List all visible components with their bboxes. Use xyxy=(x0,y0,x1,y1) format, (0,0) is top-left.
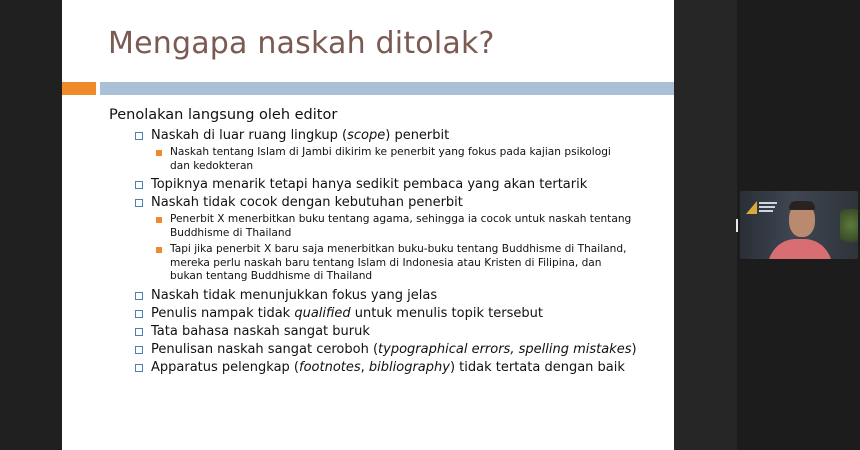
square-bullet-icon xyxy=(135,310,143,318)
bullet-item xyxy=(109,176,669,194)
title-accent-orange-bar xyxy=(62,82,96,95)
bullet-item xyxy=(109,287,669,305)
square-bullet-icon xyxy=(135,181,143,189)
bullet-text: Topiknya menarik tetapi hanya sedikit pembaca yang akan tertarik xyxy=(151,177,588,192)
bullet-item xyxy=(109,323,669,341)
sub-bullet-text: Naskah tentang Islam di Jambi dikirim ke penerbit yang fokus pada kajian psikologi dan kedokteran xyxy=(170,146,611,172)
speaker-hair xyxy=(789,201,815,210)
sidebar-divider xyxy=(674,0,737,450)
orange-square-bullet-icon xyxy=(156,247,162,253)
bullet-text: Naskah tidak menunjukkan fokus yang jelas xyxy=(151,287,438,303)
square-bullet-icon xyxy=(135,132,143,140)
main-heading: Penolakan langsung oleh editor xyxy=(109,107,338,123)
title-accent-blue-bar xyxy=(100,82,674,95)
mouse-cursor xyxy=(736,219,738,232)
bullet-item xyxy=(109,127,669,145)
sub-bullet-item xyxy=(109,243,669,284)
bullet-item xyxy=(109,359,669,377)
bullet-text: Penulis nampak tidak qualified untuk menulis topik tersebut xyxy=(151,305,543,321)
plant-decoration xyxy=(840,209,858,249)
bullet-item xyxy=(109,194,669,212)
institution-logo-icon xyxy=(745,199,779,215)
square-bullet-icon xyxy=(135,328,143,336)
sub-bullet-text: Penerbit X menerbitkan buku tentang agama, sehingga ia cocok untuk naskah tentang Buddhisme di Thailand xyxy=(170,213,632,239)
presentation-slide xyxy=(62,0,674,450)
square-bullet-icon xyxy=(135,364,143,372)
sub-bullet-item xyxy=(109,213,669,240)
bullet-item xyxy=(109,341,669,359)
participant-video-tile[interactable] xyxy=(740,191,858,259)
bullet-text: Naskah tidak cocok dengan kebutuhan penerbit xyxy=(151,195,463,210)
orange-square-bullet-icon xyxy=(156,217,162,223)
square-bullet-icon xyxy=(135,292,143,300)
left-gutter xyxy=(0,0,62,450)
bullet-text: Penulisan naskah sangat ceroboh (typographical errors, spelling mistakes) xyxy=(151,341,637,357)
square-bullet-icon xyxy=(135,346,143,354)
bullet-text: Naskah di luar ruang lingkup (scope) penerbit xyxy=(151,128,450,143)
sub-bullet-text: Tapi jika penerbit X baru saja menerbitkan buku-buku tentang Buddhisme di Thailand, mereka perlu naskah baru tentang Islam di Indonesia atau Kristen di Filipina, dan bukan tentang Buddhisme di Thailand xyxy=(170,243,627,282)
sub-bullet-item xyxy=(109,146,669,173)
square-bullet-icon xyxy=(135,199,143,207)
bullet-text: Apparatus pelengkap (footnotes, bibliography) tidak tertata dengan baik xyxy=(151,359,625,375)
bullet-item xyxy=(109,305,669,323)
bullet-text: Tata bahasa naskah sangat buruk xyxy=(151,323,370,339)
slide-title: Mengapa naskah ditolak? xyxy=(108,26,495,61)
slide-content xyxy=(109,105,669,377)
orange-square-bullet-icon xyxy=(156,150,162,156)
